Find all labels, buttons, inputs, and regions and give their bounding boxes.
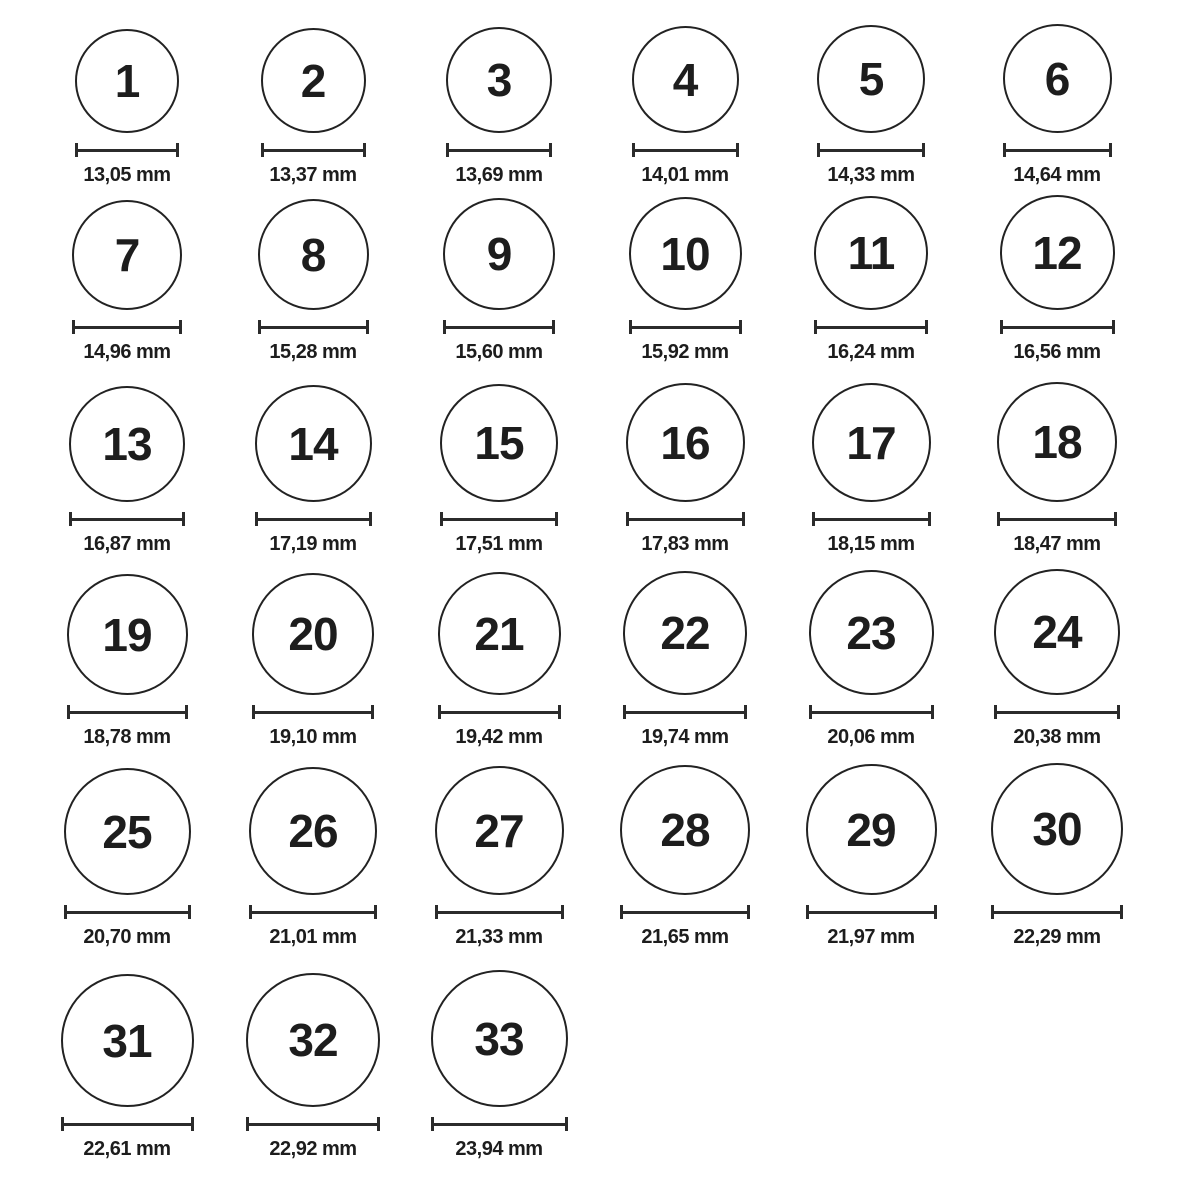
ring-size-cell-24 bbox=[994, 569, 1120, 748]
diameter-measure-line bbox=[431, 1117, 568, 1131]
ring-circle bbox=[997, 382, 1117, 502]
diameter-label: 16,87 mm bbox=[83, 533, 171, 555]
diameter-label: 23,94 mm bbox=[455, 1138, 543, 1160]
ring-circle bbox=[814, 196, 928, 310]
ring-size-number: 20 bbox=[288, 608, 338, 660]
ring-size-number: 32 bbox=[288, 1014, 338, 1066]
ring-size-number: 3 bbox=[486, 54, 512, 106]
diameter-measure-line bbox=[72, 320, 182, 334]
ring-circle bbox=[446, 27, 552, 133]
ring-circle bbox=[632, 26, 739, 133]
diameter-measure-line bbox=[997, 512, 1117, 526]
ring-size-number: 26 bbox=[288, 805, 338, 857]
ring-size-cell-6 bbox=[1003, 24, 1112, 186]
diameter-label: 16,24 mm bbox=[827, 341, 915, 363]
ring-circle bbox=[67, 574, 188, 695]
ring-size-cell-20 bbox=[252, 573, 374, 748]
ring-size-cell-19 bbox=[67, 574, 188, 748]
ring-size-number: 1 bbox=[114, 55, 140, 107]
diameter-label: 13,05 mm bbox=[83, 164, 171, 186]
diameter-measure-line bbox=[629, 320, 742, 334]
ring-size-cell-1 bbox=[75, 29, 179, 186]
diameter-label: 21,33 mm bbox=[455, 926, 543, 948]
ring-size-cell-28 bbox=[620, 765, 750, 948]
ring-size-number: 5 bbox=[858, 53, 884, 105]
ring-size-number: 33 bbox=[474, 1012, 524, 1065]
diameter-measure-line bbox=[994, 705, 1120, 719]
diameter-measure-line bbox=[435, 905, 564, 919]
ring-size-number: 4 bbox=[672, 53, 698, 106]
diameter-measure-line bbox=[61, 1117, 194, 1131]
diameter-measure-line bbox=[249, 905, 377, 919]
diameter-measure-line bbox=[809, 705, 934, 719]
ring-size-number: 16 bbox=[660, 416, 710, 469]
diameter-measure-line bbox=[246, 1117, 380, 1131]
ring-circle bbox=[812, 383, 931, 502]
ring-size-cell-2 bbox=[261, 28, 366, 186]
ring-circle bbox=[1003, 24, 1112, 133]
diameter-label: 17,83 mm bbox=[641, 533, 729, 555]
ring-circle bbox=[817, 25, 925, 133]
ring-size-number: 10 bbox=[660, 227, 710, 280]
diameter-measure-line bbox=[443, 320, 555, 334]
diameter-label: 15,28 mm bbox=[269, 341, 357, 363]
diameter-measure-line bbox=[812, 512, 931, 526]
ring-size-cell-16 bbox=[626, 383, 745, 555]
diameter-label: 18,78 mm bbox=[83, 726, 171, 748]
ring-size-cell-15 bbox=[440, 384, 558, 555]
ring-circle bbox=[438, 572, 561, 695]
diameter-label: 13,37 mm bbox=[269, 164, 357, 186]
ring-circle bbox=[443, 198, 555, 310]
ring-size-number: 23 bbox=[846, 606, 896, 659]
ring-size-chart bbox=[34, 0, 1200, 1160]
diameter-measure-line bbox=[75, 143, 179, 157]
ring-circle bbox=[809, 570, 934, 695]
ring-circle bbox=[252, 573, 374, 695]
ring-size-number: 17 bbox=[846, 416, 896, 469]
diameter-measure-line bbox=[620, 905, 750, 919]
ring-circle bbox=[435, 766, 564, 895]
ring-circle bbox=[1000, 195, 1115, 310]
diameter-label: 13,69 mm bbox=[455, 164, 543, 186]
ring-size-number: 15 bbox=[474, 417, 524, 469]
diameter-label: 22,61 mm bbox=[83, 1138, 171, 1160]
ring-size-number: 19 bbox=[102, 608, 152, 661]
diameter-measure-line bbox=[255, 512, 372, 526]
ring-size-number: 30 bbox=[1032, 803, 1082, 855]
ring-size-cell-30 bbox=[991, 763, 1123, 948]
diameter-label: 16,56 mm bbox=[1013, 341, 1101, 363]
diameter-measure-line bbox=[632, 143, 739, 157]
diameter-measure-line bbox=[69, 512, 185, 526]
ring-circle bbox=[806, 764, 937, 895]
ring-size-number: 6 bbox=[1044, 52, 1070, 105]
diameter-measure-line bbox=[438, 705, 561, 719]
ring-size-cell-13 bbox=[69, 386, 185, 555]
ring-circle bbox=[246, 973, 380, 1107]
ring-size-cell-32 bbox=[246, 973, 380, 1160]
ring-size-cell-5 bbox=[817, 25, 925, 186]
ring-circle bbox=[261, 28, 366, 133]
diameter-label: 19,42 mm bbox=[455, 726, 543, 748]
diameter-label: 15,92 mm bbox=[641, 341, 729, 363]
ring-size-cell-22 bbox=[623, 571, 747, 748]
ring-size-number: 24 bbox=[1032, 606, 1082, 658]
ring-circle bbox=[629, 197, 742, 310]
diameter-label: 22,92 mm bbox=[269, 1138, 357, 1160]
ring-size-cell-8 bbox=[258, 199, 369, 363]
diameter-label: 19,74 mm bbox=[641, 726, 729, 748]
ring-size-cell-12 bbox=[1000, 195, 1115, 363]
diameter-label: 18,15 mm bbox=[827, 533, 915, 555]
ring-size-number: 7 bbox=[114, 229, 140, 281]
ring-size-number: 2 bbox=[300, 54, 326, 107]
diameter-label: 21,01 mm bbox=[269, 926, 357, 948]
ring-size-number: 25 bbox=[102, 805, 152, 858]
diameter-label: 14,01 mm bbox=[641, 164, 729, 186]
ring-size-cell-29 bbox=[806, 764, 937, 948]
diameter-measure-line bbox=[991, 905, 1123, 919]
ring-circle bbox=[994, 569, 1120, 695]
ring-size-cell-18 bbox=[997, 382, 1117, 555]
ring-circle bbox=[626, 383, 745, 502]
ring-circle bbox=[620, 765, 750, 895]
ring-circle bbox=[991, 763, 1123, 895]
ring-circle bbox=[623, 571, 747, 695]
ring-size-number: 9 bbox=[486, 228, 512, 280]
diameter-measure-line bbox=[806, 905, 937, 919]
ring-size-cell-17 bbox=[812, 383, 931, 555]
diameter-measure-line bbox=[64, 905, 191, 919]
diameter-measure-line bbox=[814, 320, 928, 334]
diameter-label: 19,10 mm bbox=[269, 726, 357, 748]
diameter-label: 17,19 mm bbox=[269, 533, 357, 555]
ring-circle bbox=[64, 768, 191, 895]
ring-size-cell-14 bbox=[255, 385, 372, 555]
ring-size-number: 18 bbox=[1032, 416, 1082, 468]
ring-circle bbox=[255, 385, 372, 502]
diameter-measure-line bbox=[1000, 320, 1115, 334]
ring-size-cell-9 bbox=[443, 198, 555, 363]
diameter-label: 18,47 mm bbox=[1013, 533, 1101, 555]
ring-size-number: 8 bbox=[300, 228, 326, 281]
ring-size-number: 21 bbox=[474, 607, 524, 660]
ring-circle bbox=[75, 29, 179, 133]
diameter-label: 20,70 mm bbox=[83, 926, 171, 948]
diameter-measure-line bbox=[626, 512, 745, 526]
ring-size-cell-4 bbox=[632, 26, 739, 186]
ring-size-cell-21 bbox=[438, 572, 561, 748]
ring-size-number: 12 bbox=[1032, 226, 1082, 279]
ring-size-cell-7 bbox=[72, 200, 182, 363]
diameter-label: 15,60 mm bbox=[455, 341, 543, 363]
diameter-measure-line bbox=[446, 143, 552, 157]
ring-size-cell-33 bbox=[431, 970, 568, 1160]
ring-size-number: 29 bbox=[846, 803, 896, 856]
ring-circle bbox=[249, 767, 377, 895]
diameter-label: 14,64 mm bbox=[1013, 164, 1101, 186]
ring-size-cell-27 bbox=[435, 766, 564, 948]
diameter-measure-line bbox=[67, 705, 188, 719]
diameter-measure-line bbox=[261, 143, 366, 157]
ring-circle bbox=[72, 200, 182, 310]
ring-size-cell-26 bbox=[249, 767, 377, 948]
ring-circle bbox=[431, 970, 568, 1107]
ring-circle bbox=[61, 974, 194, 1107]
ring-circle bbox=[440, 384, 558, 502]
ring-size-cell-11 bbox=[814, 196, 928, 363]
ring-size-cell-31 bbox=[61, 974, 194, 1160]
diameter-measure-line bbox=[258, 320, 369, 334]
ring-size-cell-10 bbox=[629, 197, 742, 363]
ring-circle bbox=[258, 199, 369, 310]
diameter-measure-line bbox=[252, 705, 374, 719]
ring-size-number: 13 bbox=[102, 418, 152, 470]
diameter-measure-line bbox=[817, 143, 925, 157]
ring-size-cell-3 bbox=[446, 27, 552, 186]
diameter-label: 21,97 mm bbox=[827, 926, 915, 948]
ring-size-number: 28 bbox=[660, 804, 710, 856]
diameter-label: 14,33 mm bbox=[827, 164, 915, 186]
ring-size-number: 27 bbox=[474, 804, 524, 857]
diameter-label: 14,96 mm bbox=[83, 341, 171, 363]
ring-size-number: 22 bbox=[660, 607, 710, 659]
ring-size-number: 14 bbox=[288, 417, 338, 470]
diameter-measure-line bbox=[440, 512, 558, 526]
ring-circle bbox=[69, 386, 185, 502]
diameter-measure-line bbox=[623, 705, 747, 719]
ring-size-cell-23 bbox=[809, 570, 934, 748]
diameter-label: 20,06 mm bbox=[827, 726, 915, 748]
diameter-label: 17,51 mm bbox=[455, 533, 543, 555]
diameter-label: 21,65 mm bbox=[641, 926, 729, 948]
diameter-label: 22,29 mm bbox=[1013, 926, 1101, 948]
diameter-measure-line bbox=[1003, 143, 1112, 157]
ring-size-cell-25 bbox=[64, 768, 191, 948]
diameter-label: 20,38 mm bbox=[1013, 726, 1101, 748]
ring-size-number: 31 bbox=[102, 1014, 152, 1067]
ring-size-number: 11 bbox=[847, 227, 895, 279]
